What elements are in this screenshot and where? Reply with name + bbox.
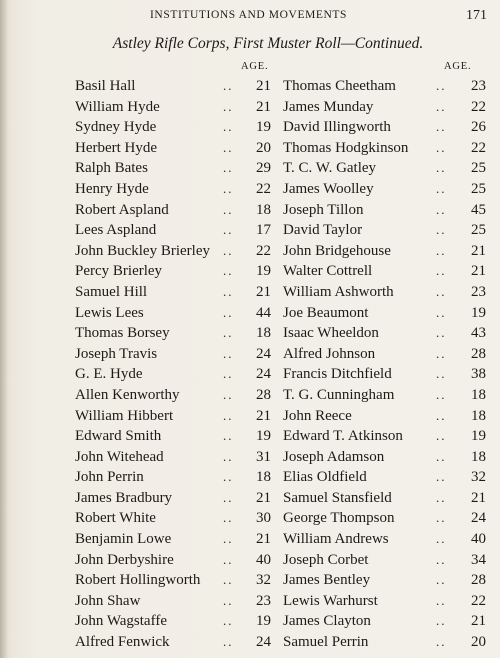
- leader-dots: ..: [223, 263, 234, 279]
- member-age: 24: [256, 345, 271, 362]
- roll-entry: [283, 570, 486, 591]
- roll-entry: [75, 447, 271, 468]
- member-name: Herbert Hyde: [75, 139, 158, 156]
- leader-dots: ..: [223, 119, 234, 135]
- roll-entry: [283, 550, 486, 571]
- member-name: William Hibbert: [75, 407, 174, 424]
- leader-dots: ..: [223, 428, 234, 444]
- member-name: Edward T. Atkinson: [283, 428, 403, 445]
- member-age: 25: [471, 160, 486, 177]
- member-name: James Bradbury: [75, 489, 173, 506]
- roll-entry: [75, 179, 271, 200]
- member-name: John Witehead: [75, 448, 164, 465]
- member-age: 26: [471, 119, 486, 136]
- roll-entry: [75, 550, 271, 571]
- leader-dots: ..: [436, 386, 447, 402]
- leader-dots: ..: [223, 572, 234, 588]
- member-age: 21: [471, 263, 486, 280]
- member-name: Robert White: [75, 510, 156, 527]
- member-name: Joseph Travis: [75, 345, 158, 362]
- member-age: 19: [256, 263, 271, 280]
- age-column-header-left: AGE.: [241, 61, 269, 72]
- roll-entry: [283, 158, 486, 179]
- member-age: 19: [256, 119, 271, 136]
- member-age: 19: [471, 428, 486, 445]
- leader-dots: ..: [223, 98, 234, 114]
- member-age: 29: [256, 160, 271, 177]
- leader-dots: ..: [436, 428, 447, 444]
- member-age: 18: [256, 201, 271, 218]
- leader-dots: ..: [223, 592, 234, 608]
- leader-dots: ..: [436, 531, 447, 547]
- member-age: 22: [256, 242, 271, 259]
- member-name: James Bentley: [283, 572, 371, 589]
- roll-entry: [75, 570, 271, 591]
- member-name: William Hyde: [75, 98, 160, 115]
- member-name: Benjamin Lowe: [75, 531, 172, 548]
- leader-dots: ..: [436, 325, 447, 341]
- member-name: Edward Smith: [75, 428, 162, 445]
- roll-entry: [75, 220, 271, 241]
- leader-dots: ..: [223, 180, 234, 196]
- leader-dots: ..: [436, 222, 447, 238]
- roll-entry: [283, 488, 486, 509]
- member-age: 40: [471, 531, 486, 548]
- leader-dots: ..: [223, 139, 234, 155]
- leader-dots: ..: [223, 222, 234, 238]
- member-name: James Munday: [283, 98, 374, 115]
- member-name: Thomas Hodgkinson: [283, 139, 409, 156]
- member-age: 18: [256, 469, 271, 486]
- member-name: Allen Kenworthy: [75, 386, 180, 403]
- leader-dots: ..: [223, 201, 234, 217]
- member-name: T. G. Cunningham: [283, 386, 395, 403]
- leader-dots: ..: [436, 572, 447, 588]
- leader-dots: ..: [223, 242, 234, 258]
- roll-entry: [75, 323, 271, 344]
- leader-dots: ..: [436, 592, 447, 608]
- member-name: Lewis Warhurst: [283, 592, 378, 609]
- member-name: John Perrin: [75, 469, 144, 486]
- roll-entry: [283, 344, 486, 365]
- leader-dots: ..: [436, 304, 447, 320]
- leader-dots: ..: [223, 634, 234, 650]
- leader-dots: ..: [436, 407, 447, 423]
- member-name: Robert Hollingworth: [75, 572, 201, 589]
- roll-entry: [75, 303, 271, 324]
- leader-dots: ..: [223, 325, 234, 341]
- leader-dots: ..: [436, 119, 447, 135]
- member-age: 21: [471, 613, 486, 630]
- roll-entry: [283, 323, 486, 344]
- member-age: 32: [471, 469, 486, 486]
- roll-entry: [283, 76, 486, 97]
- roll-entry: [283, 282, 486, 303]
- leader-dots: ..: [436, 78, 447, 93]
- member-age: 19: [256, 428, 271, 445]
- member-name: Joseph Corbet: [283, 551, 369, 568]
- member-age: 31: [256, 448, 271, 465]
- member-name: Samuel Perrin: [283, 634, 369, 651]
- member-name: Joe Beaumont: [283, 304, 369, 321]
- leader-dots: ..: [436, 201, 447, 217]
- leader-dots: ..: [436, 448, 447, 464]
- roll-entry: [75, 385, 271, 406]
- member-name: John Shaw: [75, 592, 141, 609]
- member-name: William Andrews: [283, 531, 389, 548]
- member-age: 44: [256, 304, 271, 321]
- roll-entry: [75, 508, 271, 529]
- member-age: 18: [471, 386, 486, 403]
- page-number: 171: [466, 8, 487, 23]
- roll-entry: [283, 406, 486, 427]
- roll-entry: [283, 117, 486, 138]
- roll-entry: [75, 406, 271, 427]
- roll-entry: [283, 632, 486, 653]
- member-age: 21: [256, 531, 271, 548]
- leader-dots: ..: [436, 510, 447, 526]
- member-name: Joseph Tillon: [283, 201, 364, 218]
- roll-entry: [283, 447, 486, 468]
- member-age: 22: [256, 180, 271, 197]
- muster-roll-right-column: [283, 76, 486, 653]
- roll-entry: [283, 261, 486, 282]
- leader-dots: ..: [223, 78, 234, 93]
- member-age: 32: [256, 572, 271, 589]
- member-age: 18: [471, 407, 486, 424]
- member-name: John Buckley Brierley: [75, 242, 210, 259]
- roll-entry: [283, 364, 486, 385]
- member-age: 22: [471, 98, 486, 115]
- member-age: 40: [256, 551, 271, 568]
- member-name: Robert Aspland: [75, 201, 169, 218]
- roll-entry: [75, 76, 271, 97]
- member-age: 45: [471, 201, 486, 218]
- roll-entry: [75, 467, 271, 488]
- roll-entry: [283, 611, 486, 632]
- member-age: 28: [471, 572, 486, 589]
- roll-entry: [283, 529, 486, 550]
- member-age: 22: [471, 592, 486, 609]
- member-name: Lewis Lees: [75, 304, 144, 321]
- leader-dots: ..: [223, 469, 234, 485]
- member-name: Joseph Adamson: [283, 448, 385, 465]
- leader-dots: ..: [436, 98, 447, 114]
- member-age: 18: [471, 448, 486, 465]
- roll-entry: [283, 508, 486, 529]
- roll-entry: [283, 220, 486, 241]
- member-age: 22: [471, 139, 486, 156]
- muster-roll-left-column: [75, 76, 271, 653]
- member-age: 43: [471, 325, 486, 342]
- leader-dots: ..: [223, 345, 234, 361]
- member-name: James Clayton: [283, 613, 371, 630]
- member-age: 24: [256, 634, 271, 651]
- roll-entry: [283, 179, 486, 200]
- leader-dots: ..: [436, 489, 447, 505]
- roll-entry: [75, 138, 271, 159]
- member-age: 21: [256, 78, 271, 94]
- member-name: Samuel Hill: [75, 283, 148, 300]
- member-name: John Derbyshire: [75, 551, 174, 568]
- roll-entry: [283, 241, 486, 262]
- member-age: 25: [471, 180, 486, 197]
- member-age: 21: [256, 489, 271, 506]
- member-name: G. E. Hyde: [75, 366, 143, 383]
- roll-entry: [75, 97, 271, 118]
- member-age: 21: [256, 407, 271, 424]
- roll-entry: [283, 97, 486, 118]
- leader-dots: ..: [223, 510, 234, 526]
- member-age: 18: [256, 325, 271, 342]
- roll-entry: [75, 488, 271, 509]
- member-name: Thomas Cheetham: [283, 78, 396, 94]
- member-age: 20: [256, 139, 271, 156]
- leader-dots: ..: [223, 551, 234, 567]
- member-name: Basil Hall: [75, 78, 136, 94]
- member-age: 19: [256, 613, 271, 630]
- member-name: Alfred Fenwick: [75, 634, 170, 651]
- leader-dots: ..: [436, 345, 447, 361]
- leader-dots: ..: [223, 304, 234, 320]
- member-name: David Taylor: [283, 222, 363, 239]
- member-name: Alfred Johnson: [283, 345, 376, 362]
- leader-dots: ..: [436, 469, 447, 485]
- roll-entry: [75, 158, 271, 179]
- roll-entry: [75, 611, 271, 632]
- leader-dots: ..: [223, 407, 234, 423]
- roll-entry: [75, 344, 271, 365]
- member-name: Elias Oldfield: [283, 469, 367, 486]
- member-age: 21: [256, 283, 271, 300]
- leader-dots: ..: [223, 283, 234, 299]
- roll-entry: [283, 591, 486, 612]
- member-age: 25: [471, 222, 486, 239]
- member-name: James Woolley: [283, 180, 374, 197]
- member-name: John Wagstaffe: [75, 613, 167, 630]
- member-age: 23: [471, 283, 486, 300]
- roll-entry: [75, 282, 271, 303]
- member-name: Ralph Bates: [75, 160, 148, 177]
- member-name: Percy Brierley: [75, 263, 163, 280]
- leader-dots: ..: [436, 613, 447, 629]
- member-name: T. C. W. Gatley: [283, 160, 377, 177]
- member-age: 28: [471, 345, 486, 362]
- member-name: Thomas Borsey: [75, 325, 170, 342]
- member-age: 34: [471, 551, 486, 568]
- roll-entry: [75, 529, 271, 550]
- member-age: 19: [471, 304, 486, 321]
- member-name: John Reece: [283, 407, 352, 424]
- page-header: [0, 9, 500, 27]
- member-age: 30: [256, 510, 271, 527]
- running-head: INSTITUTIONS AND MOVEMENTS: [150, 9, 348, 21]
- leader-dots: ..: [223, 448, 234, 464]
- member-name: Lees Aspland: [75, 222, 157, 239]
- leader-dots: ..: [436, 634, 447, 650]
- roll-entry: [75, 632, 271, 653]
- section-subtitle: Astley Rifle Corps, First Muster Roll—Continued.: [112, 35, 424, 52]
- leader-dots: ..: [436, 160, 447, 176]
- spine-shadow: [0, 0, 8, 658]
- leader-dots: ..: [436, 551, 447, 567]
- roll-entry: [75, 426, 271, 447]
- leader-dots: ..: [223, 366, 234, 382]
- leader-dots: ..: [436, 263, 447, 279]
- leader-dots: ..: [436, 366, 447, 382]
- roll-entry: [75, 117, 271, 138]
- member-age: 23: [256, 592, 271, 609]
- leader-dots: ..: [223, 531, 234, 547]
- roll-entry: [75, 261, 271, 282]
- member-age: 38: [471, 366, 486, 383]
- leader-dots: ..: [436, 139, 447, 155]
- member-age: 23: [471, 78, 486, 94]
- member-age: 20: [471, 634, 486, 651]
- leader-dots: ..: [223, 613, 234, 629]
- member-age: 24: [256, 366, 271, 383]
- member-name: Walter Cottrell: [283, 263, 373, 280]
- member-age: 21: [471, 242, 486, 259]
- roll-entry: [75, 591, 271, 612]
- member-age: 28: [256, 386, 271, 403]
- roll-entry: [283, 426, 486, 447]
- roll-entry: [283, 303, 486, 324]
- leader-dots: ..: [436, 242, 447, 258]
- roll-entry: [283, 200, 486, 221]
- leader-dots: ..: [223, 386, 234, 402]
- member-age: 21: [256, 98, 271, 115]
- roll-entry: [75, 364, 271, 385]
- member-name: Sydney Hyde: [75, 119, 157, 136]
- leader-dots: ..: [223, 160, 234, 176]
- member-age: 17: [256, 222, 271, 239]
- roll-entry: [75, 241, 271, 262]
- leader-dots: ..: [436, 283, 447, 299]
- roll-entry: [283, 467, 486, 488]
- member-name: Samuel Stansfield: [283, 489, 392, 506]
- member-name: George Thompson: [283, 510, 395, 527]
- member-name: Isaac Wheeldon: [283, 325, 379, 342]
- member-name: John Bridgehouse: [283, 242, 391, 259]
- roll-entry: [75, 200, 271, 221]
- roll-entry: [283, 385, 486, 406]
- member-name: Henry Hyde: [75, 180, 149, 197]
- member-age: 21: [471, 489, 486, 506]
- roll-entry: [283, 138, 486, 159]
- member-name: David Illingworth: [283, 119, 391, 136]
- age-column-header-right: AGE.: [444, 61, 472, 72]
- member-name: Francis Ditchfield: [283, 366, 392, 383]
- member-age: 24: [471, 510, 486, 527]
- leader-dots: ..: [223, 489, 234, 505]
- leader-dots: ..: [436, 180, 447, 196]
- member-name: William Ashworth: [283, 283, 394, 300]
